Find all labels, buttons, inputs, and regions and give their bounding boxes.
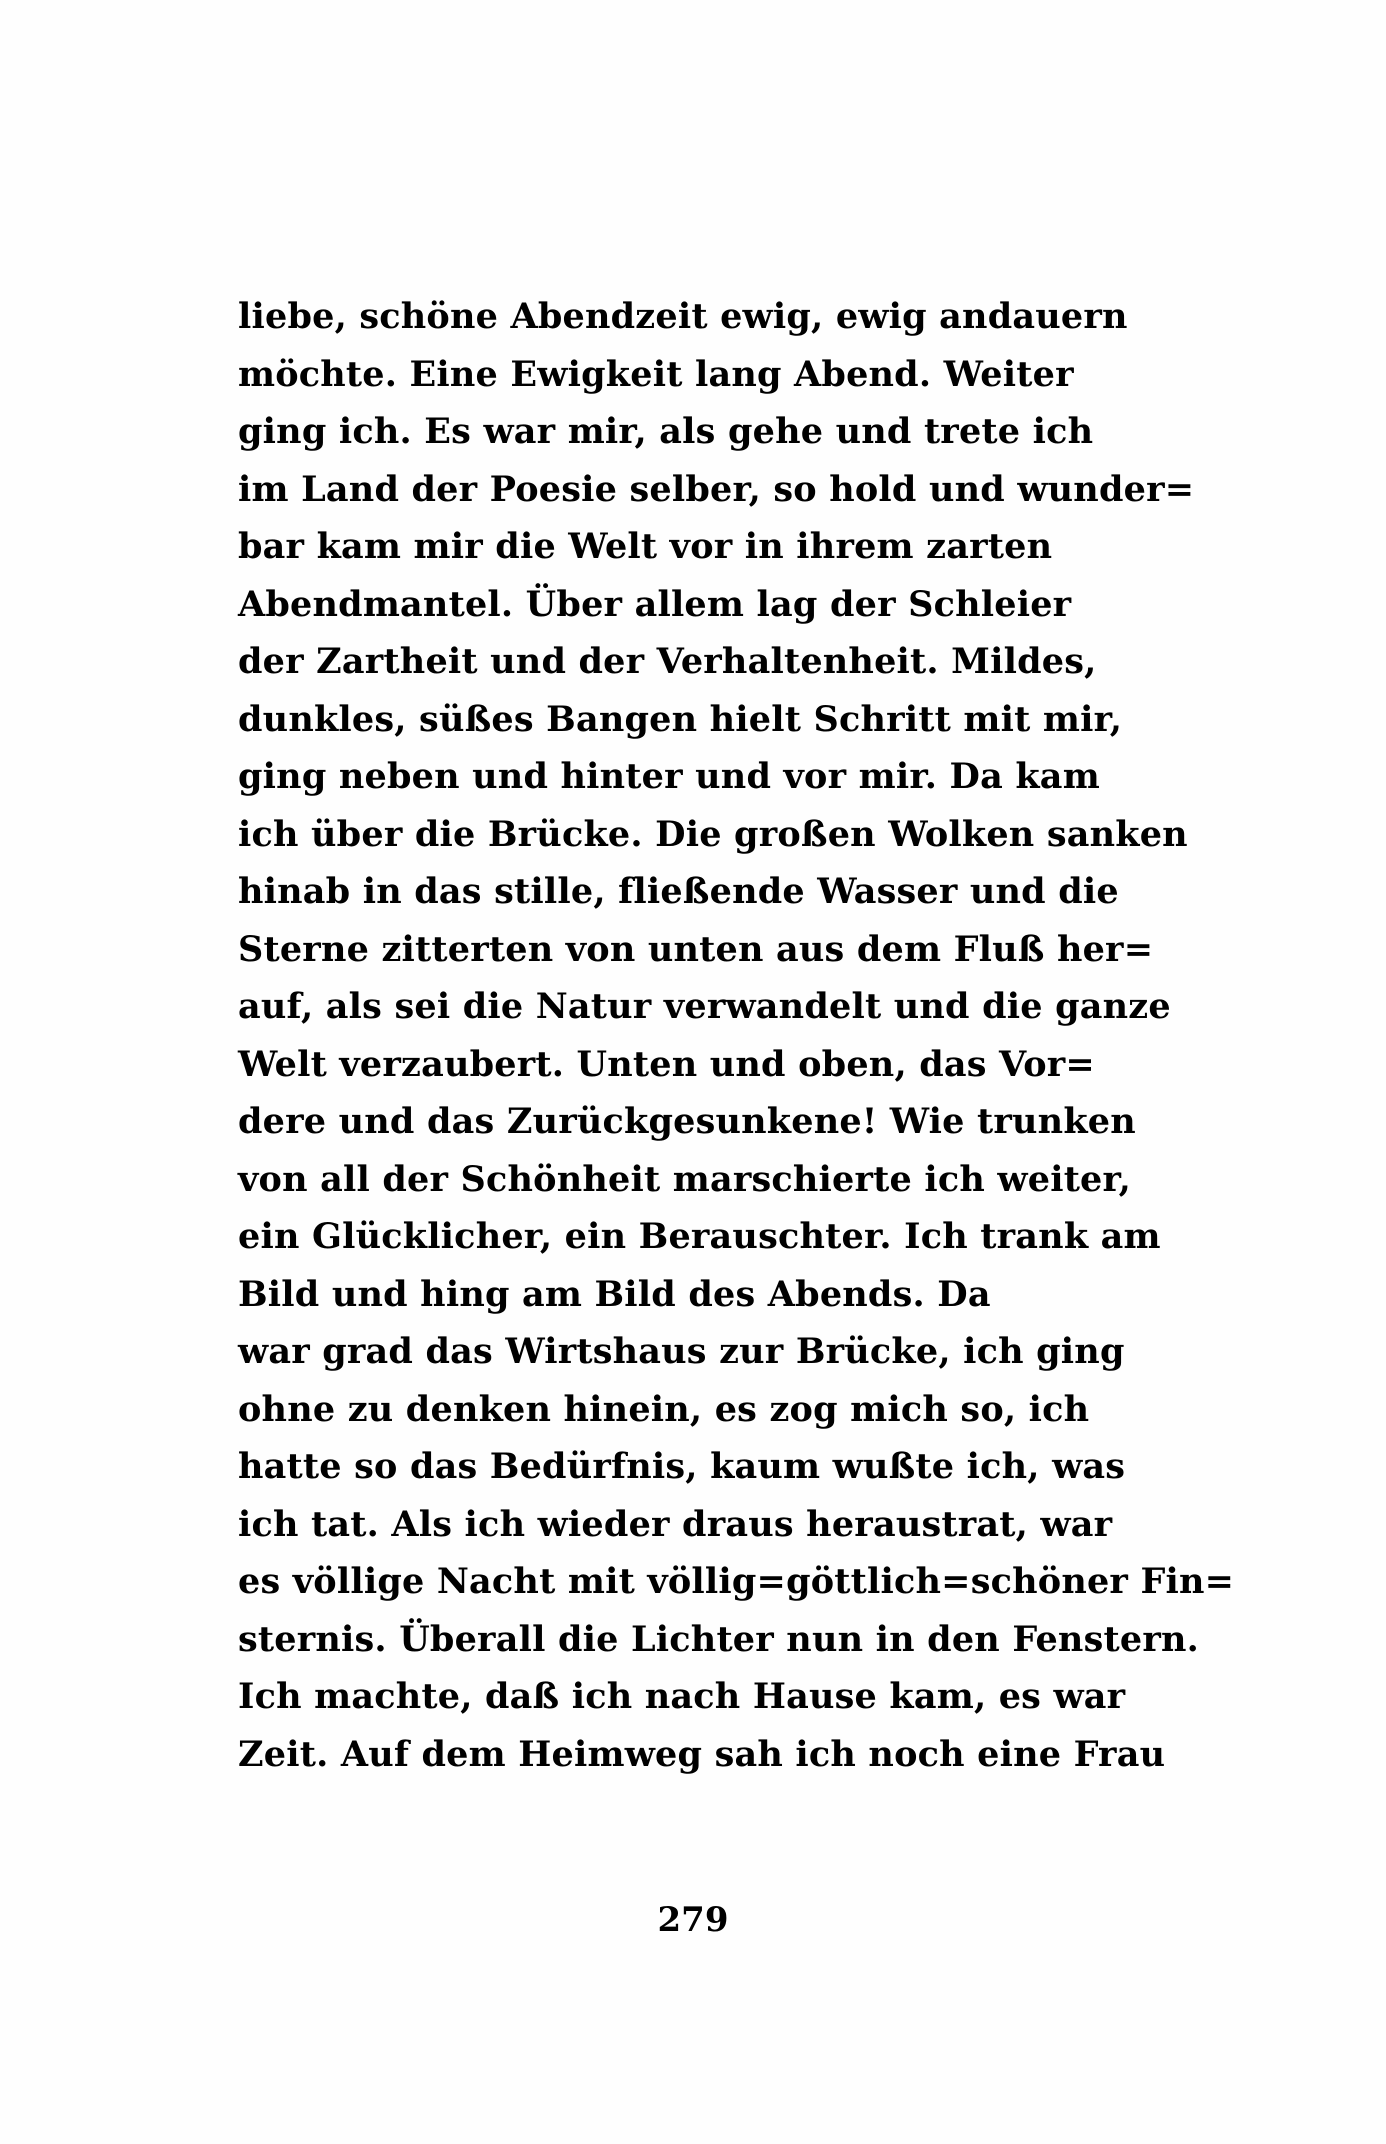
text-line: bar kam mir die Welt vor in ihrem zarten <box>238 526 1053 567</box>
text-line: dunkles, süßes Bangen hielt Schritt mit mir, <box>238 698 1123 740</box>
page-number: 279 <box>657 1900 729 1940</box>
text-line: von all der Schönheit marschierte ich weiter, <box>238 1158 1132 1200</box>
text-line: dere und das Zurückgesunkene! Wie trunken <box>238 1101 1136 1142</box>
text-line: der Zartheit und der Verhaltenheit. Mildes, <box>238 641 1097 682</box>
text-line: ging ich. Es war mir, als gehe und trete ich <box>238 411 1094 452</box>
text-line: möchte. Eine Ewigkeit lang Abend. Weiter <box>238 353 1074 395</box>
text-line: es völlige Nacht mit völlig=göttlich=schöner Fin= <box>238 1561 1235 1602</box>
text-line: ich über die Brücke. Die großen Wolken sanken <box>238 813 1188 855</box>
text-line: auf, als sei die Natur verwandelt und die ganze <box>238 986 1171 1027</box>
text-line: Abendmantel. Über allem lag der Schleier <box>238 583 1072 625</box>
text-line: Welt verzaubert. Unten und oben, das Vor= <box>238 1043 1095 1085</box>
text-line: hatte so das Bedürfnis, kaum wußte ich, was <box>238 1446 1126 1487</box>
text-line: im Land der Poesie selber, so hold und wunder= <box>238 468 1195 510</box>
text-line: Bild und hing am Bild des Abends. Da <box>238 1273 991 1315</box>
text-line: ein Glücklicher, ein Berauschter. Ich trank am <box>238 1216 1161 1257</box>
text-line: Sterne zitterten von unten aus dem Fluß her= <box>238 928 1154 970</box>
body-text <box>238 288 1235 1783</box>
text-line: Zeit. Auf dem Heimweg sah ich noch eine Frau <box>238 1733 1166 1775</box>
text-line: war grad das Wirtshaus zur Brücke, ich ging <box>238 1331 1125 1372</box>
text-line: sternis. Überall die Lichter nun in den Fenstern. <box>238 1618 1199 1660</box>
text-line: Ich machte, daß ich nach Hause kam, es war <box>238 1676 1126 1717</box>
text-line: ohne zu denken hinein, es zog mich so, ich <box>238 1388 1090 1430</box>
text-line: ich tat. Als ich wieder draus heraustrat, war <box>238 1503 1113 1545</box>
text-line: liebe, schöne Abendzeit ewig, ewig andauern <box>238 296 1128 337</box>
text-line: hinab in das stille, fließende Wasser und die <box>238 871 1119 912</box>
text-line: ging neben und hinter und vor mir. Da kam <box>238 756 1100 797</box>
